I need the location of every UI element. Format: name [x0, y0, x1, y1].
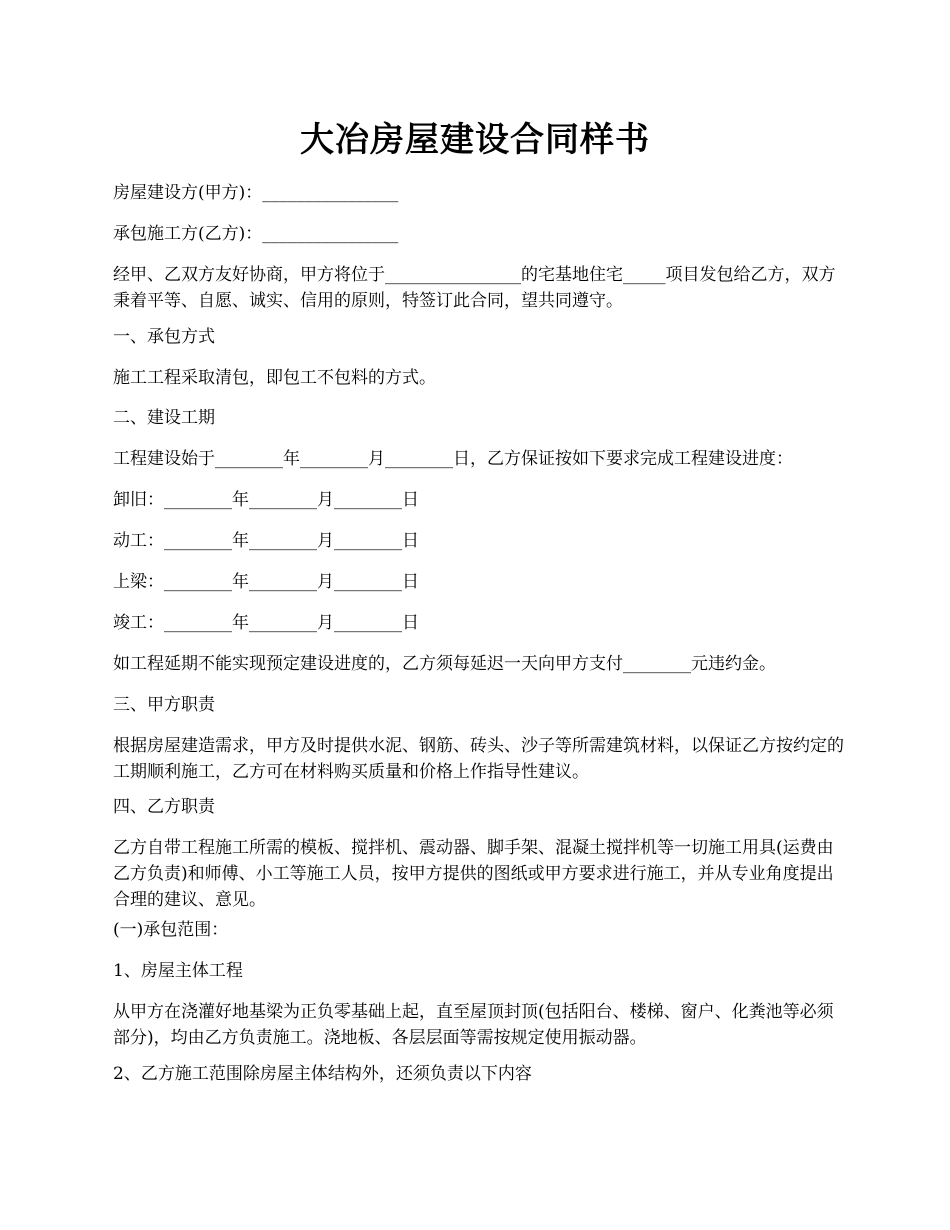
schedule-start-line: 工程建设始于________年________月________日，乙方保证按如下要求完成工程建设进度： — [113, 449, 793, 469]
section-heading-party-a-duties: 三、甲方职责 — [113, 695, 215, 715]
party-b-line: 承包施工方(乙方)：________________ — [113, 224, 399, 244]
contract-method-paragraph: 施工工程采取清包，即包工不包料的方式。 — [113, 368, 436, 388]
scope-item-2-paragraph: 2、乙方施工范围除房屋主体结构外，还须负责以下内容 — [113, 1064, 532, 1084]
subsection-heading-scope: (一)承包范围： — [113, 920, 229, 940]
schedule-beam-line: 上梁：________年________月________日 — [113, 572, 419, 592]
section-heading-schedule: 二、建设工期 — [113, 408, 215, 428]
party-b-duties-paragraph: 乙方自带工程施工所需的模板、搅拌机、震动器、脚手架、混凝土搅拌机等一切施工用具(运费由乙方负责)和师傅、小工等施工人员，按甲方提供的图纸或甲方要求进行施工，并从专业角度提出合理的建议、意见。 — [113, 838, 834, 910]
section-heading-party-b-duties: 四、乙方职责 — [113, 797, 215, 817]
section-heading-contract-method: 一、承包方式 — [113, 327, 215, 347]
delay-penalty-paragraph: 如工程延期不能实现预定建设进度的，乙方须每延迟一天向甲方支付________元违约金。 — [113, 654, 776, 674]
party-a-duties-paragraph: 根据房屋建造需求，甲方及时提供水泥、钢筋、砖头、沙子等所需建筑材料，以保证乙方按约定的工期顺利施工，乙方可在材料购买质量和价格上作指导性建议。 — [113, 736, 844, 782]
schedule-completion-line: 竣工：________年________月________日 — [113, 613, 419, 633]
intro-paragraph: 经甲、乙双方友好协商，甲方将位于________________的宅基地住宅_____项目发包给乙方，双方秉着平等、自愿、诚实、信用的原则，特签订此合同，望共同遵守。 — [113, 265, 836, 311]
scope-item-1-paragraph: 从甲方在浇灌好地基梁为正负零基础上起，直至屋顶封顶(包括阳台、楼梯、窗户、化粪池等必须部分)，均由乙方负责施工。浇地板、各层层面等需按规定使用振动器。 — [113, 1002, 834, 1048]
schedule-demolition-line: 卸旧：________年________月________日 — [113, 490, 419, 510]
party-a-line: 房屋建设方(甲方)：________________ — [113, 183, 399, 203]
schedule-commence-line: 动工：________年________月________日 — [113, 531, 419, 551]
page-title: 大冶房屋建设合同样书 — [300, 120, 650, 160]
scope-item-1-heading: 1、房屋主体工程 — [113, 961, 243, 981]
